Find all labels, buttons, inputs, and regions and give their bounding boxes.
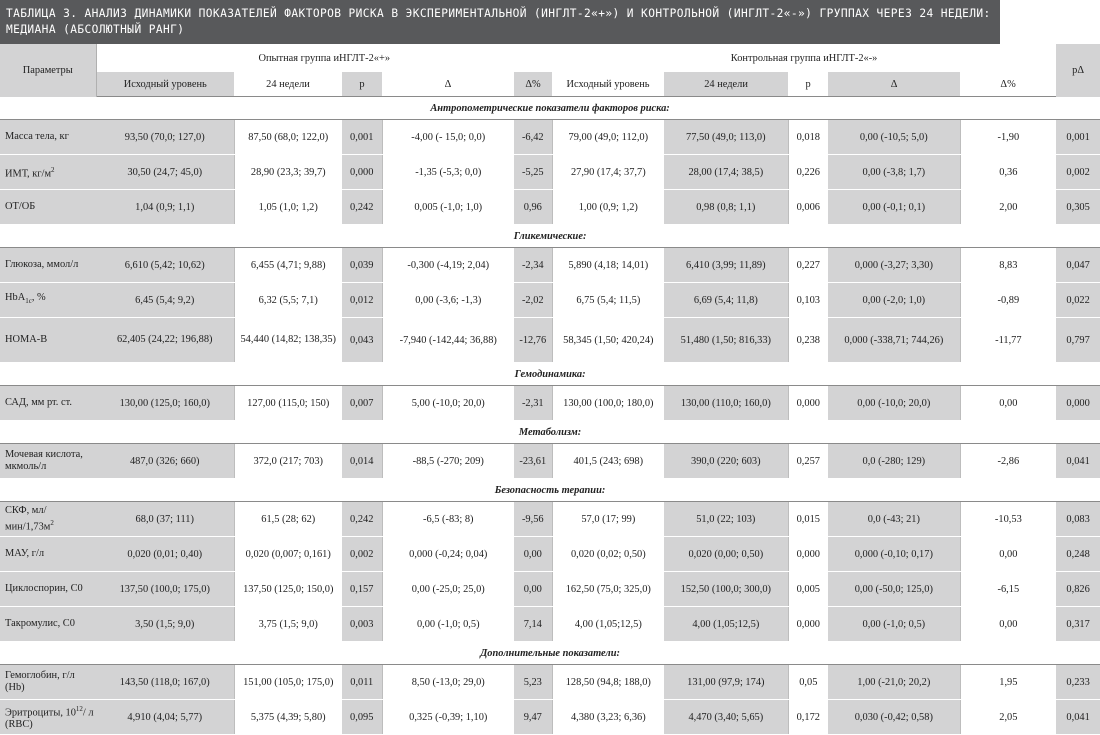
table-cell: 0,047 [1056, 248, 1100, 283]
table-cell: 51,0 (22; 103) [664, 502, 788, 537]
param-label-tail: , % [31, 292, 46, 304]
table-cell: 0,00 [960, 607, 1056, 642]
col-week24-ctrl: 24 недели [664, 72, 788, 97]
table-cell: 93,50 (70,0; 127,0) [96, 120, 234, 155]
table-cell: 0,00 (-25,0; 25,0) [382, 572, 514, 607]
table-cell: 0,022 [1056, 283, 1100, 318]
row-param-name [0, 190, 96, 225]
table-cell: 0,039 [342, 248, 382, 283]
col-p-ctrl: p [788, 72, 828, 97]
table-cell: 0,006 [788, 190, 828, 225]
table-cell: 0,020 (0,01; 0,40) [96, 537, 234, 572]
table-cell: 137,50 (125,0; 150,0) [234, 572, 342, 607]
table-cell: 4,380 (3,23; 6,36) [552, 700, 664, 735]
table-cell: 62,405 (24,22; 196,88) [96, 318, 234, 363]
col-delta-exp: Δ [382, 72, 514, 97]
data-table [0, 44, 1100, 735]
table-cell: 6,610 (5,42; 10,62) [96, 248, 234, 283]
row-param-name [0, 537, 96, 572]
section-row [0, 642, 1100, 665]
table-cell: 61,5 (28; 62) [234, 502, 342, 537]
table-cell: 1,00 (-21,0; 20,2) [828, 665, 960, 700]
table-cell: 0,00 (-0,1; 0,1) [828, 190, 960, 225]
group-ctrl-header: Контрольная группа иНГЛТ-2«-» [730, 52, 878, 64]
row-param-name [0, 665, 96, 700]
table-cell: 0,797 [1056, 318, 1100, 363]
table-cell: 152,50 (100,0; 300,0) [664, 572, 788, 607]
table-cell: 0,000 [1056, 386, 1100, 421]
table-cell: 4,00 (1,05;12,5) [664, 607, 788, 642]
table-cell: 0,826 [1056, 572, 1100, 607]
table-cell: 0,000 [788, 386, 828, 421]
table-cell: 1,05 (1,0; 1,2) [234, 190, 342, 225]
table-cell: 131,00 (97,9; 174) [664, 665, 788, 700]
table-cell: 1,00 (0,9; 1,2) [552, 190, 664, 225]
table-cell: -5,25 [514, 155, 552, 190]
param-label: Глюкоза, ммол/л [5, 259, 79, 270]
table-cell: 0,000 (-0,24; 0,04) [382, 537, 514, 572]
table-row [0, 444, 1100, 479]
table-cell: 0,317 [1056, 607, 1100, 642]
section-row [0, 97, 1100, 120]
table-cell: 6,32 (5,5; 7,1) [234, 283, 342, 318]
param-superscript: 2 [51, 165, 55, 174]
table-cell: 0,000 (-0,10; 0,17) [828, 537, 960, 572]
table-cell: 57,0 (17; 99) [552, 502, 664, 537]
param-label: Циклоспорин, С0 [5, 583, 83, 594]
section-row [0, 421, 1100, 444]
col-deltapct-ctrl: Δ% [960, 72, 1056, 97]
table-cell: 0,248 [1056, 537, 1100, 572]
param-label: НОМА-В [5, 334, 48, 345]
table-cell: 0,012 [342, 283, 382, 318]
param-label: Гемоглобин, г/л (Hb) [5, 670, 75, 693]
param-label: МАУ, г/л [5, 548, 45, 559]
table-cell: 2,00 [960, 190, 1056, 225]
table-cell: 0,00 (-2,0; 1,0) [828, 283, 960, 318]
table-cell: 1,04 (0,9; 1,1) [96, 190, 234, 225]
section-title: Метаболизм: [0, 421, 1100, 444]
table-cell: 0,002 [342, 537, 382, 572]
table-cell: 0,095 [342, 700, 382, 735]
table-cell: 0,020 (0,00; 0,50) [664, 537, 788, 572]
table-cell: 2,05 [960, 700, 1056, 735]
table-cell: 0,257 [788, 444, 828, 479]
table-row [0, 190, 1100, 225]
table-cell: -6,5 (-83; 8) [382, 502, 514, 537]
table-cell: 127,00 (115,0; 150) [234, 386, 342, 421]
table-cell: 8,83 [960, 248, 1056, 283]
table-cell: -4,00 (- 15,0; 0,0) [382, 120, 514, 155]
table-cell: 7,14 [514, 607, 552, 642]
table-cell: 6,455 (4,71; 9,88) [234, 248, 342, 283]
table-cell: 28,90 (23,3; 39,7) [234, 155, 342, 190]
table-row [0, 665, 1100, 700]
table-cell: 6,410 (3,99; 11,89) [664, 248, 788, 283]
table-cell: 162,50 (75,0; 325,0) [552, 572, 664, 607]
table-cell: 5,23 [514, 665, 552, 700]
table-cell: -6,42 [514, 120, 552, 155]
table-cell: -2,86 [960, 444, 1056, 479]
table-cell: 0,00 [514, 572, 552, 607]
col-baseline-ctrl: Исходный уровень [552, 72, 664, 97]
table-cell: 0,103 [788, 283, 828, 318]
table-cell: 0,011 [342, 665, 382, 700]
row-param-name [0, 283, 96, 318]
table-cell: 487,0 (326; 660) [96, 444, 234, 479]
table-cell: 0,005 [788, 572, 828, 607]
table-cell: 3,75 (1,5; 9,0) [234, 607, 342, 642]
table-cell: -0,89 [960, 283, 1056, 318]
table-cell: 0,00 [960, 386, 1056, 421]
table-cell: 6,45 (5,4; 9,2) [96, 283, 234, 318]
table-cell: -9,56 [514, 502, 552, 537]
table-cell: 130,00 (100,0; 180,0) [552, 386, 664, 421]
table-cell: 0,000 (-338,71; 744,26) [828, 318, 960, 363]
table-cell: -1,35 (-5,3; 0,0) [382, 155, 514, 190]
section-title: Антропометрические показатели факторов риска: [0, 97, 1100, 120]
table-cell: 68,0 (37; 111) [96, 502, 234, 537]
table-cell: 0,015 [788, 502, 828, 537]
table-cell: -23,61 [514, 444, 552, 479]
section-title: Гликемические: [0, 225, 1100, 248]
table-title: ТАБЛИЦА 3. АНАЛИЗ ДИНАМИКИ ПОКАЗАТЕЛЕЙ ФАКТОРОВ РИСКА В ЭКСПЕРИМЕНТАЛЬНОЙ (ИНГЛТ-2«+») И КОНТРОЛЬНОЙ (ИНГЛТ-2«-») ГРУППАХ ЧЕРЕЗ 24 НЕДЕЛИ: МЕДИАНА (АБСОЛЮТНЫЙ РАНГ) [0, 0, 1000, 44]
row-param-name [0, 386, 96, 421]
section-row [0, 479, 1100, 502]
col-week24-exp: 24 недели [234, 72, 342, 97]
row-param-name [0, 607, 96, 642]
table-cell: 0,030 (-0,42; 0,58) [828, 700, 960, 735]
table-cell: 0,000 [342, 155, 382, 190]
param-label: ОТ/ОБ [5, 201, 36, 212]
table-cell: 79,00 (49,0; 112,0) [552, 120, 664, 155]
table-cell: 130,00 (125,0; 160,0) [96, 386, 234, 421]
table-cell: 5,00 (-10,0; 20,0) [382, 386, 514, 421]
table-cell: 1,95 [960, 665, 1056, 700]
table-cell: 0,002 [1056, 155, 1100, 190]
table-row [0, 386, 1100, 421]
table-cell: 0,00 [514, 537, 552, 572]
table-cell: 0,003 [342, 607, 382, 642]
table-cell: 4,910 (4,04; 5,77) [96, 700, 234, 735]
table-cell: 0,05 [788, 665, 828, 700]
table-cell: 0,041 [1056, 444, 1100, 479]
table-cell: 0,000 [788, 537, 828, 572]
table-cell: 0,00 (-3,6; -1,3) [382, 283, 514, 318]
table-cell: 0,0 (-280; 129) [828, 444, 960, 479]
row-param-name [0, 155, 96, 190]
table-cell: 0,041 [1056, 700, 1100, 735]
table-cell: 58,345 (1,50; 420,24) [552, 318, 664, 363]
table-cell: -10,53 [960, 502, 1056, 537]
table-cell: 0,98 (0,8; 1,1) [664, 190, 788, 225]
table-cell: -0,300 (-4,19; 2,04) [382, 248, 514, 283]
param-label: ИМТ, кг/м [5, 168, 52, 180]
table-cell: 372,0 (217; 703) [234, 444, 342, 479]
table-cell: 0,000 (-3,27; 3,30) [828, 248, 960, 283]
params-header: Параметры [0, 44, 96, 97]
table-cell: 390,0 (220; 603) [664, 444, 788, 479]
table-cell: 5,890 (4,18; 14,01) [552, 248, 664, 283]
table-row [0, 120, 1100, 155]
table-cell: 0,96 [514, 190, 552, 225]
table-row [0, 502, 1100, 537]
table-row [0, 572, 1100, 607]
table-cell: 0,001 [342, 120, 382, 155]
table-cell: 0,00 (-1,0; 0,5) [382, 607, 514, 642]
table-cell: -1,90 [960, 120, 1056, 155]
col-deltapct-exp: Δ% [514, 72, 552, 97]
param-label-tail: / л (RBC) [5, 707, 94, 731]
table-cell: 0,242 [342, 190, 382, 225]
table-cell: 0,172 [788, 700, 828, 735]
param-superscript: 12 [75, 704, 83, 713]
section-row [0, 363, 1100, 386]
table-cell: 0,001 [1056, 120, 1100, 155]
table-cell: 4,00 (1,05;12,5) [552, 607, 664, 642]
table-cell: 0,36 [960, 155, 1056, 190]
section-row [0, 225, 1100, 248]
table-cell: 0,005 (-1,0; 1,0) [382, 190, 514, 225]
param-superscript: 2 [50, 518, 54, 527]
table-cell: 0,020 (0,02; 0,50) [552, 537, 664, 572]
table-cell: 0,007 [342, 386, 382, 421]
col-delta-ctrl: Δ [828, 72, 960, 97]
table-cell: 0,242 [342, 502, 382, 537]
table-cell: 6,69 (5,4; 11,8) [664, 283, 788, 318]
table-cell: 0,00 (-10,5; 5,0) [828, 120, 960, 155]
row-param-name [0, 248, 96, 283]
col-p-exp: p [342, 72, 382, 97]
table-cell: 0,325 (-0,39; 1,10) [382, 700, 514, 735]
table-cell: 151,00 (105,0; 175,0) [234, 665, 342, 700]
col-baseline-exp: Исходный уровень [96, 72, 234, 97]
param-label: СКФ, мл/мин/1,73м [5, 504, 51, 533]
table-cell: 28,00 (17,4; 38,5) [664, 155, 788, 190]
table-cell: 0,00 (-3,8; 1,7) [828, 155, 960, 190]
table-cell: 0,043 [342, 318, 382, 363]
table-cell: -88,5 (-270; 209) [382, 444, 514, 479]
table-cell: 130,00 (110,0; 160,0) [664, 386, 788, 421]
row-param-name [0, 572, 96, 607]
table-cell: 54,440 (14,82; 138,35) [234, 318, 342, 363]
row-param-name [0, 700, 96, 735]
table-cell: 128,50 (94,8; 188,0) [552, 665, 664, 700]
row-param-name [0, 444, 96, 479]
table-cell: 87,50 (68,0; 122,0) [234, 120, 342, 155]
table-cell: 30,50 (24,7; 45,0) [96, 155, 234, 190]
table-cell: 0,020 (0,007; 0,161) [234, 537, 342, 572]
table-cell: 0,00 (-1,0; 0,5) [828, 607, 960, 642]
table-cell: 0,305 [1056, 190, 1100, 225]
group-exp-header: Опытная группа иНГЛТ-2«+» [258, 52, 391, 64]
table-row [0, 283, 1100, 318]
table-cell: 0,157 [342, 572, 382, 607]
table-row [0, 318, 1100, 363]
table-row [0, 700, 1100, 735]
table-cell: 6,75 (5,4; 11,5) [552, 283, 664, 318]
table-cell: 8,50 (-13,0; 29,0) [382, 665, 514, 700]
table-row [0, 155, 1100, 190]
table-cell: 0,000 [788, 607, 828, 642]
param-label: Масса тела, кг [5, 131, 69, 142]
section-title: Дополнительные показатели: [0, 642, 1100, 665]
table-cell: 0,226 [788, 155, 828, 190]
table-row [0, 537, 1100, 572]
pdelta-header: pΔ [1056, 44, 1100, 97]
param-subscript: 1c [25, 297, 32, 306]
table-cell: 27,90 (17,4; 37,7) [552, 155, 664, 190]
table-cell: 9,47 [514, 700, 552, 735]
param-label: Мочевая кислота, мкмоль/л [5, 449, 83, 472]
table-cell: 137,50 (100,0; 175,0) [96, 572, 234, 607]
table-cell: 4,470 (3,40; 5,65) [664, 700, 788, 735]
section-title: Безопасность терапии: [0, 479, 1100, 502]
table-cell: -2,34 [514, 248, 552, 283]
table-cell: -12,76 [514, 318, 552, 363]
table-cell: 0,238 [788, 318, 828, 363]
param-label: Такромулис, С0 [5, 618, 75, 629]
row-param-name [0, 120, 96, 155]
table-cell: -11,77 [960, 318, 1056, 363]
table-cell: 0,227 [788, 248, 828, 283]
param-label: САД, мм рт. ст. [5, 397, 72, 408]
table-cell: 143,50 (118,0; 167,0) [96, 665, 234, 700]
table-cell: -6,15 [960, 572, 1056, 607]
table-row [0, 248, 1100, 283]
table-cell: 77,50 (49,0; 113,0) [664, 120, 788, 155]
row-param-name [0, 502, 96, 537]
param-label: HbA [5, 292, 26, 304]
table-cell: 0,083 [1056, 502, 1100, 537]
table-cell: 0,00 (-10,0; 20,0) [828, 386, 960, 421]
row-param-name [0, 318, 96, 363]
table-cell: 3,50 (1,5; 9,0) [96, 607, 234, 642]
table-cell: 401,5 (243; 698) [552, 444, 664, 479]
table-cell: 0,00 [960, 537, 1056, 572]
table-cell: 0,014 [342, 444, 382, 479]
table-cell: -2,02 [514, 283, 552, 318]
table-cell: 0,00 (-50,0; 125,0) [828, 572, 960, 607]
table-cell: -2,31 [514, 386, 552, 421]
table-cell: 5,375 (4,39; 5,80) [234, 700, 342, 735]
table-cell: 0,233 [1056, 665, 1100, 700]
table-cell: 0,018 [788, 120, 828, 155]
param-label: Эритроциты, 10 [5, 707, 76, 719]
section-title: Гемодинамика: [0, 363, 1100, 386]
table-cell: 51,480 (1,50; 816,33) [664, 318, 788, 363]
table-row [0, 607, 1100, 642]
table-cell: -7,940 (-142,44; 36,88) [382, 318, 514, 363]
table-body [0, 97, 1100, 735]
table-cell: 0,0 (-43; 21) [828, 502, 960, 537]
